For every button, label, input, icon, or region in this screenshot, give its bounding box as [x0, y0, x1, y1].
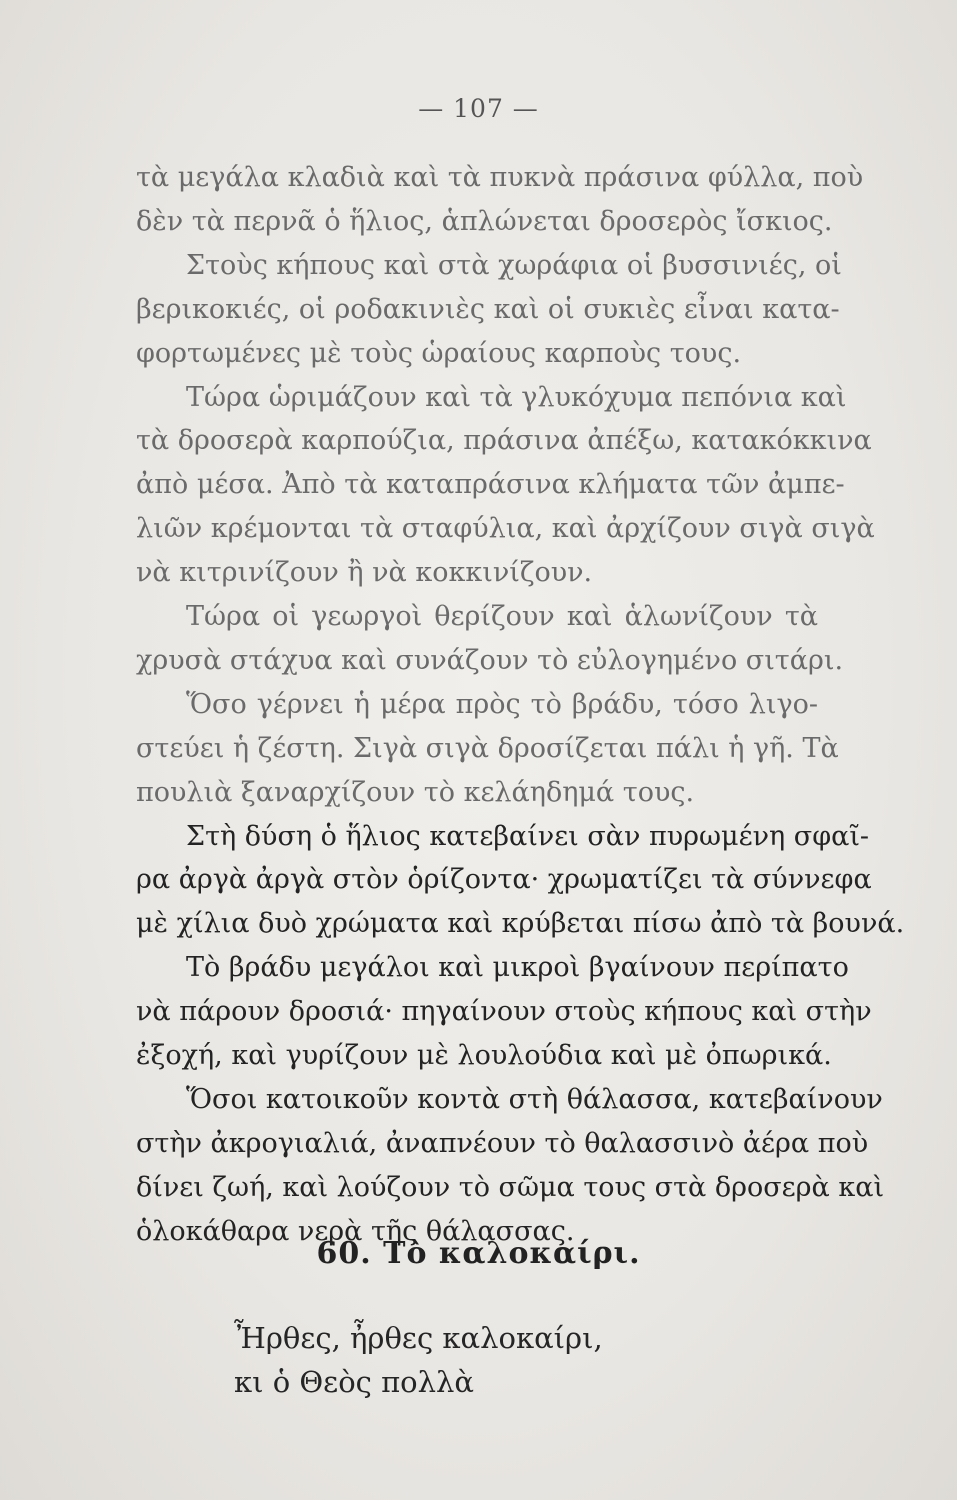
text-line: λιῶν κρέμονται τὰ σταφύλια, καὶ ἀρχίζουν σιγὰ σιγὰ — [136, 513, 875, 545]
text-line: φορτωμένες μὲ τοὺς ὡραίους καρποὺς τους. — [136, 337, 742, 369]
text-line: τὰ μεγάλα κλαδιὰ καὶ τὰ πυκνὰ πράσινα φύλλα, ποὺ — [136, 162, 864, 193]
text-line: Στὴ δύση ὁ ἥλιος κατεβαίνει σὰν πυρωμένη σφαῖ- — [186, 820, 870, 852]
page-number: — 107 — — [418, 94, 539, 123]
text-line: πουλιὰ ξαναρχίζουν τὸ κελάηδημά τους. — [136, 776, 695, 808]
text-line: ἐξοχή, καὶ γυρίζουν μὲ λουλούδια καὶ μὲ ὀπωρικά. — [136, 1040, 832, 1071]
text-line: ρα ἀργὰ ἀργὰ στὸν ὁρίζοντα· χρωματίζει τὰ σύννεφα — [136, 864, 872, 896]
text-line: τὰ δροσερὰ καρπούζια, πράσινα ἀπέξω, κατακόκκινα — [136, 425, 872, 457]
poem-line: κι ὁ Θεὸς πολλὰ — [234, 1365, 474, 1399]
text-line: Στοὺς κήπους καὶ στὰ χωράφια οἱ βυσσινιές, οἱ — [186, 249, 842, 281]
text-line: βερικοκιές, οἱ ροδακινιὲς καὶ οἱ συκιὲς εἶναι κατα- — [136, 293, 840, 325]
poem-line: Ἦρθες, ἦρθες καλοκαίρι, — [234, 1321, 603, 1355]
text-line: νὰ κιτρινίζουν ἢ νὰ κοκκινίζουν. — [136, 557, 593, 589]
text-line: Τὸ βράδυ μεγάλοι καὶ μικροὶ βγαίνουν περίπατο — [186, 952, 849, 984]
text-line: Τώρα ὡριμάζουν καὶ τὰ γλυκόχυμα πεπόνια καὶ — [186, 381, 847, 413]
text-line: στὴν ἀκρογιαλιά, ἀναπνέουν τὸ θαλασσινὸ ἀέρα ποὺ — [136, 1127, 869, 1159]
text-line: Ὅσοι κατοικοῦν κοντὰ στὴ θάλασσα, κατεβαίνουν — [186, 1083, 883, 1115]
section-heading: 60. Τὸ καλοκαίρι. — [316, 1236, 641, 1271]
text-line: ὁλοκάθαρα νερὰ τῆς θάλασσας. — [136, 1215, 575, 1247]
text-line: ἀπὸ μέσα. Ἀπὸ τὰ καταπράσινα κλήματα τῶν ἀμπε- — [136, 469, 845, 501]
text-line: χρυσὰ στάχυα καὶ συνάζουν τὸ εὐλογημένο σιτάρι. — [136, 644, 844, 676]
text-line: Ὅσο γέρνει ἡ μέρα πρὸς τὸ βράδυ, τόσο λιγο- — [186, 688, 818, 720]
text-line: δὲν τὰ περνᾶ ὁ ἥλιος, ἁπλώνεται δροσερὸς ἴσκιος. — [136, 205, 833, 237]
text-line: νὰ πάρουν δροσιά· πηγαίνουν στοὺς κήπους καὶ στὴν — [136, 996, 872, 1028]
text-line: στεύει ἡ ζέστη. Σιγὰ σιγὰ δροσίζεται πάλι ἡ γῆ. Τὰ — [136, 732, 839, 764]
text-line: δίνει ζωή, καὶ λούζουν τὸ σῶμα τους στὰ δροσερὰ καὶ — [136, 1171, 885, 1203]
text-line: μὲ χίλια δυὸ χρώματα καὶ κρύβεται πίσω ἀπὸ τὰ βουνά. — [136, 908, 905, 940]
text-line: Τώρα οἱ γεωργοὶ θερίζουν καὶ ἁλωνίζουν τὰ — [186, 601, 818, 632]
